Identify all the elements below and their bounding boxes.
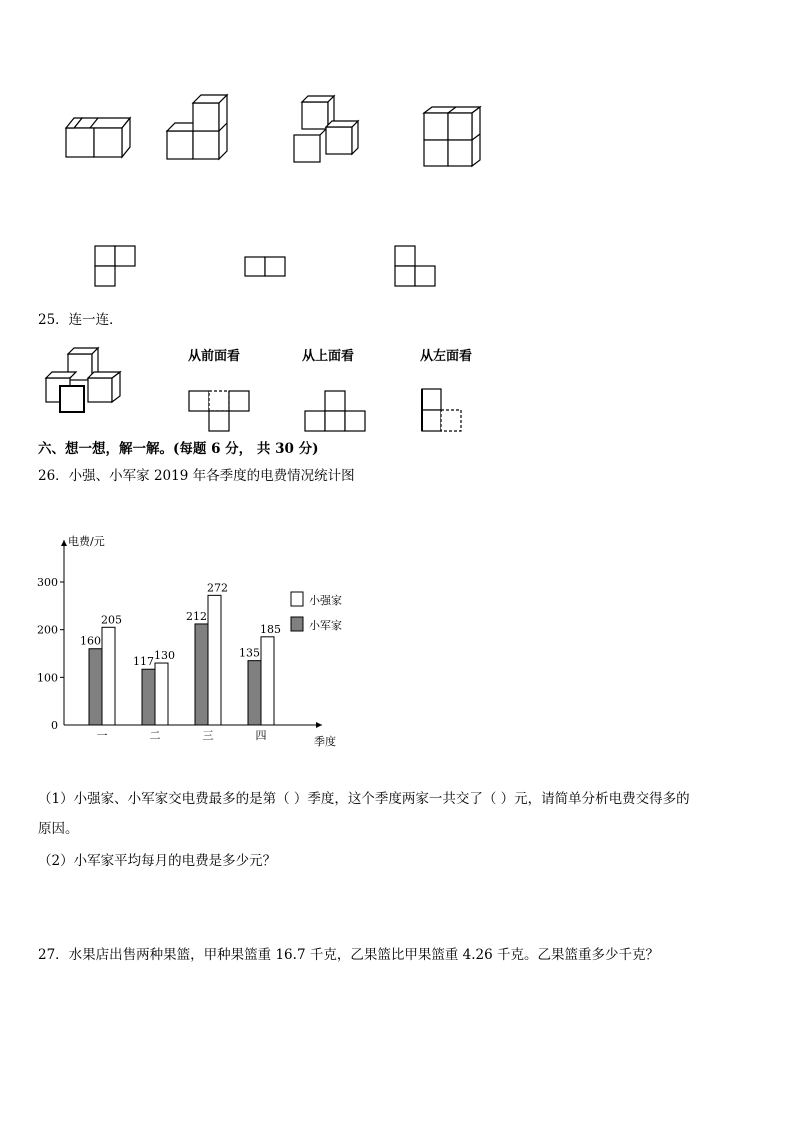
bar bbox=[248, 661, 261, 725]
bar bbox=[195, 624, 208, 725]
bar bbox=[142, 669, 155, 725]
bar bbox=[102, 627, 115, 725]
view-front-figure bbox=[189, 391, 249, 431]
data-label: 205 bbox=[101, 613, 122, 627]
cube-figures bbox=[0, 0, 794, 300]
bar bbox=[208, 595, 221, 725]
cube-figure-4 bbox=[424, 107, 480, 166]
question-26-part1-line2: 原因。 bbox=[38, 821, 79, 837]
flat-view-1 bbox=[95, 246, 135, 286]
data-label: 117 bbox=[133, 655, 154, 669]
y-tick-label: 200 bbox=[37, 623, 58, 637]
question-26-part1-line1: （1）小强家、小军家交电费最多的是第（ ）季度，这个季度两家一共交了（ ）元，请简单分析电费交得多的 bbox=[38, 791, 690, 807]
x-tick-label: 三 bbox=[202, 729, 214, 742]
y-tick-label: 300 bbox=[37, 576, 58, 589]
legend-swatch bbox=[291, 592, 303, 606]
electricity-bar-chart bbox=[37, 530, 360, 750]
data-label: 130 bbox=[154, 649, 175, 663]
data-label: 212 bbox=[186, 609, 207, 623]
cube-figure-1 bbox=[66, 118, 130, 157]
cube-figure-2 bbox=[167, 95, 227, 159]
view-label-top: 从上面看 bbox=[302, 349, 355, 364]
data-label: 185 bbox=[260, 622, 281, 636]
cube-figure-3 bbox=[294, 96, 358, 162]
data-label: 272 bbox=[207, 581, 228, 595]
question-26-title: 26．小强、小军家 2019 年各季度的电费情况统计图 bbox=[38, 468, 355, 484]
flat-view-2 bbox=[245, 257, 285, 276]
legend-label: 小军家 bbox=[309, 619, 342, 632]
y-tick-label: 0 bbox=[51, 719, 58, 732]
view-label-left: 从左面看 bbox=[420, 349, 473, 364]
y-axis-arrow bbox=[61, 540, 67, 546]
x-tick-label: 二 bbox=[149, 729, 161, 742]
bar bbox=[89, 649, 102, 725]
bar bbox=[155, 663, 168, 725]
solid-figure bbox=[46, 348, 120, 412]
legend-swatch bbox=[291, 617, 303, 631]
y-tick-label: 100 bbox=[37, 671, 58, 685]
x-tick-label: 四 bbox=[255, 729, 267, 742]
legend-label: 小强家 bbox=[309, 594, 342, 607]
y-axis-label: 电费/元 bbox=[68, 535, 105, 548]
view-left-figure bbox=[422, 389, 461, 431]
question-25-title: 25．连一连． bbox=[38, 312, 123, 328]
data-label: 135 bbox=[239, 646, 260, 660]
x-tick-label: 一 bbox=[96, 729, 108, 742]
view-top-figure bbox=[305, 391, 365, 431]
question-26-part2: （2）小军家平均每月的电费是多少元？ bbox=[38, 853, 277, 869]
x-axis-arrow bbox=[316, 722, 322, 728]
bar bbox=[261, 637, 274, 725]
x-axis-label: 季度 bbox=[314, 735, 336, 748]
view-label-front: 从前面看 bbox=[188, 349, 241, 364]
question-27: 27．水果店出售两种果篮，甲种果篮重 16.7 千克，乙果篮比甲果篮重 4.26 千克。乙果篮重多少千克？ bbox=[38, 947, 659, 963]
flat-view-3 bbox=[395, 246, 435, 286]
data-label: 160 bbox=[80, 634, 101, 648]
section-6-heading: 六、想一想，解一解。(每题 6 分， 共 30 分) bbox=[38, 441, 319, 457]
